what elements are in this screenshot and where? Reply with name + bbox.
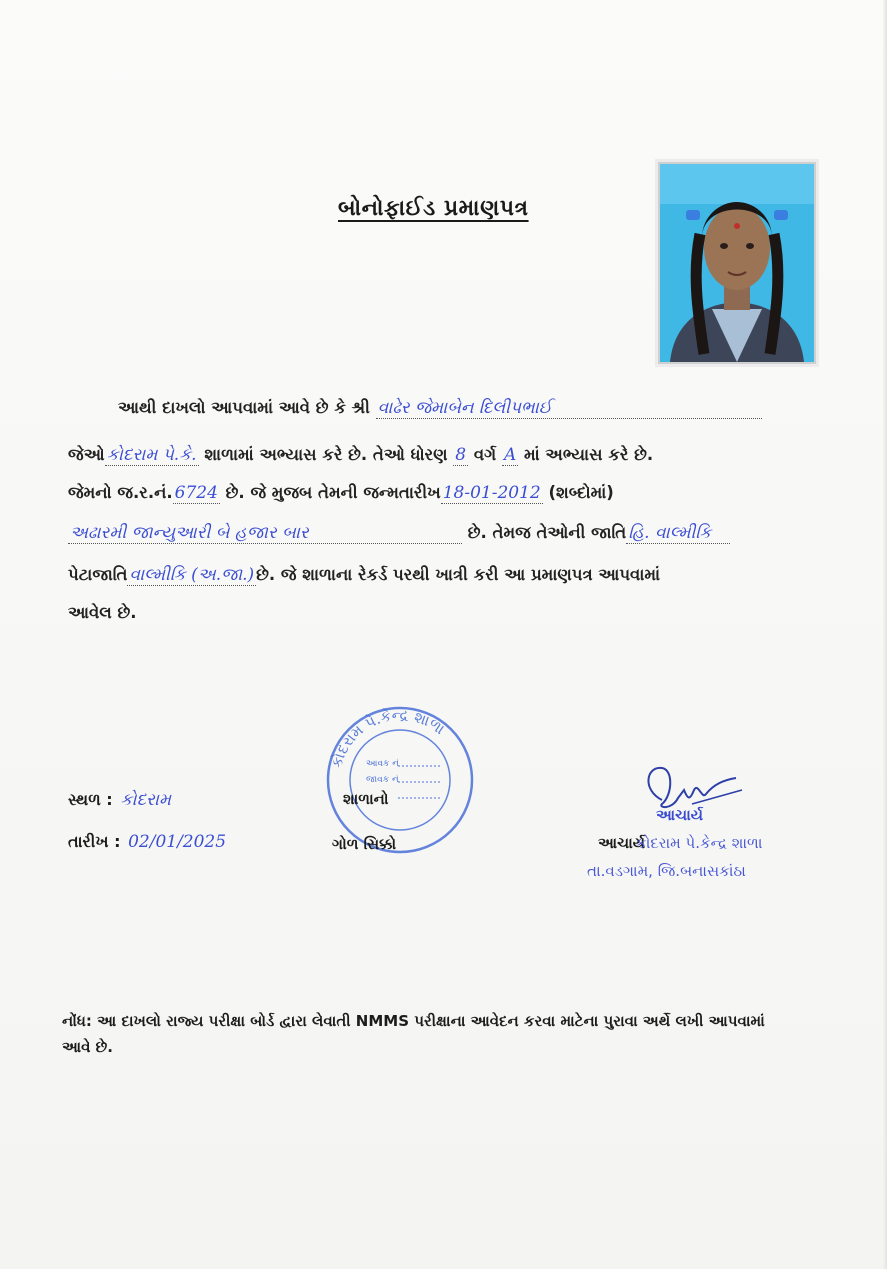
place-row — [68, 790, 173, 810]
register-number-value: 6724 — [174, 483, 218, 503]
paper-edge — [883, 0, 887, 1269]
seal-label-school: શાળાનો — [343, 790, 389, 808]
line5-suffix: છે. જે શાળાના રેકર્ડ પરથી ખાત્રી કરી આ પ્રમાણપત્ર આપવામાં — [256, 565, 661, 584]
line2-mid2: વર્ગ — [473, 445, 497, 464]
line3-mid: છે. જે મુજબ તેમની જન્મતારીખ — [225, 483, 441, 502]
certificate-line-1 — [68, 398, 762, 419]
line2-prefix: જેઓ — [68, 445, 105, 464]
line3-suffix: (શબ્દોમાં) — [548, 483, 614, 502]
certificate-line-4 — [68, 523, 730, 544]
caste-value: હિ. વાલ્મીકિ — [626, 523, 730, 544]
seal-ring-text: કોદરામ પે.કેન્દ્ર શાળા — [327, 705, 449, 770]
certificate-line-3 — [68, 483, 614, 503]
place-label: સ્થળ : — [68, 790, 113, 809]
date-label: તારીખ : — [68, 832, 121, 851]
certificate-line-5 — [68, 565, 660, 585]
line4-mid: છે. તેમજ તેઓની જાતિ — [467, 523, 627, 542]
line2-mid: શાળામાં અભ્યાસ કરે છે. તેઓ ધોરણ — [204, 445, 448, 464]
school-stamp: કોદરામ પે.કેન્દ્ર શાળા — [636, 834, 763, 852]
line2-suffix: માં અભ્યાસ કરે છે. — [523, 445, 654, 464]
division-value: A — [503, 445, 517, 465]
principal-label: આચાર્ય — [598, 834, 646, 852]
student-photo-image — [660, 164, 814, 362]
address-stamp: તા.વડગામ, જિ.બનાસકાંઠા — [587, 862, 746, 880]
standard-value: 8 — [455, 445, 467, 465]
place-value: કોદરામ — [120, 790, 171, 810]
line1-text: આથી દાખલો આપવામાં આવે છે કે શ્રી — [118, 398, 370, 417]
line5-prefix: પેટાજાતિ — [68, 565, 128, 584]
certificate-title: બોનોફાઈડ પ્રમાણપત્ર — [338, 196, 529, 221]
date-row — [68, 832, 228, 852]
seal-label-round-stamp: ગોળ સિક્કો — [332, 835, 397, 853]
school-name-value: કોદરામ પે.કે. — [106, 445, 197, 465]
birth-date-value: 18-01-2012 — [442, 483, 541, 503]
seal-inward-label: આવક નં — [366, 759, 399, 769]
certificate-line-2 — [68, 445, 653, 465]
certificate-line-6: આવેલ છે. — [68, 603, 137, 622]
birth-date-words-value: અઢારમી જાન્યુઆરી બે હજાર બાર — [68, 523, 462, 544]
subcaste-value: વાલ્મીકિ (અ.જા.) — [129, 565, 255, 585]
seal-outward-label: જાવક નં — [366, 775, 399, 785]
student-photo — [658, 162, 816, 364]
date-value: 02/01/2025 — [128, 832, 227, 852]
footnote: નોંધ: આ દાખલો રાજ્ય પરીક્ષા બોર્ડ દ્વારા લેવાતી NMMS પરીક્ષાના આવેદન કરવા માટેના પુરાવા અર્થે લખી આપવામાં આવે છે. — [62, 1012, 765, 1056]
line3-prefix: જેમનો જ.ર.નં. — [68, 483, 173, 502]
student-name-value: વાઢેર જેમાબેન દિલીપભાઈ — [376, 398, 762, 419]
stamp-title: આચાર્ય — [656, 806, 704, 824]
